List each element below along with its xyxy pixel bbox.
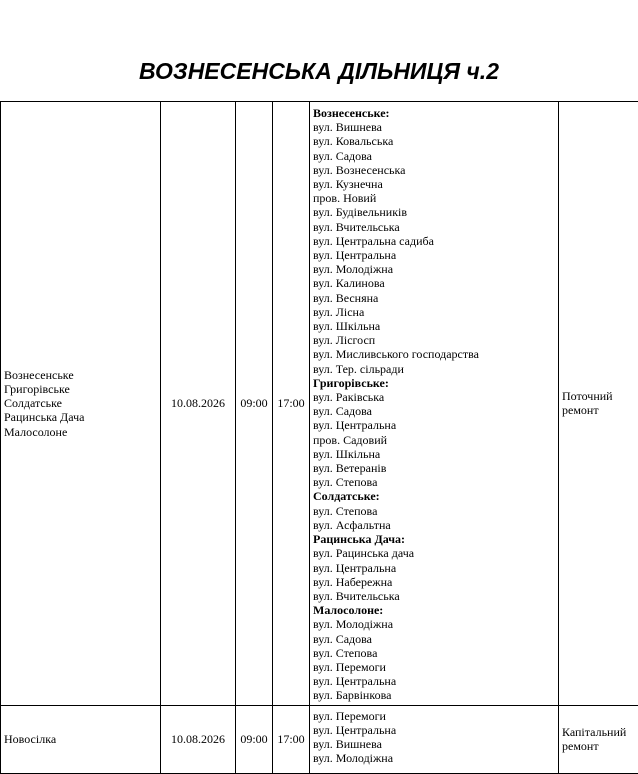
settlement-name: Григорівське [4,382,157,396]
settlements-cell [1,102,161,706]
settlements-cell [1,705,161,773]
street-name: вул. Лісгосп [313,333,555,347]
street-name: вул. Садова [313,632,555,646]
village-heading: Солдатське: [313,489,555,503]
outage-schedule-table [0,101,638,774]
street-name: вул. Вчительська [313,589,555,603]
village-heading: Вознесенське: [313,106,555,120]
date-cell: 10.08.2026 [161,705,236,773]
time-start-cell: 09:00 [236,102,273,706]
street-name: вул. Центральна [313,418,555,432]
settlement-name: Солдатське [4,396,157,410]
street-name: вул. Вишнева [313,737,555,751]
street-name: вул. Центральна садиба [313,234,555,248]
street-name: вул. Садова [313,404,555,418]
street-name: вул. Перемоги [313,660,555,674]
street-name: вул. Центральна [313,248,555,262]
street-name: вул. Весняна [313,291,555,305]
street-name: вул. Молодіжна [313,617,555,631]
street-name: вул. Вишнева [313,120,555,134]
street-name: вул. Степова [313,646,555,660]
table-row [1,705,638,773]
street-name: вул. Шкільна [313,447,555,461]
village-heading: Малосолоне: [313,603,555,617]
street-name: вул. Кузнечна [313,177,555,191]
date-cell: 10.08.2026 [161,102,236,706]
street-name: вул. Барвінкова [313,688,555,702]
street-name: вул. Садова [313,149,555,163]
work-type-text: ремонт [562,403,637,417]
street-name: вул. Центральна [313,561,555,575]
street-name: вул. Центральна [313,723,555,737]
street-name: вул. Степова [313,504,555,518]
time-end-cell: 17:00 [273,102,310,706]
street-name: вул. Лісна [313,305,555,319]
street-name: вул. Ветеранів [313,461,555,475]
street-name: вул. Раківська [313,390,555,404]
street-name: вул. Набережна [313,575,555,589]
street-name: пров. Садовий [313,433,555,447]
street-name: вул. Центральна [313,674,555,688]
time-start-cell: 09:00 [236,705,273,773]
street-name: вул. Вчительська [313,220,555,234]
streets-cell [310,102,559,706]
street-name: вул. Калинова [313,276,555,290]
time-end-cell: 17:00 [273,705,310,773]
street-name: пров. Новий [313,191,555,205]
settlement-name: Малосолоне [4,425,157,439]
work-type-cell [559,705,638,773]
street-name: вул. Будівельників [313,205,555,219]
village-heading: Рацинська Дача: [313,532,555,546]
street-name: вул. Мисливського господарства [313,347,555,361]
settlement-name: Вознесенське [4,368,157,382]
street-name: вул. Тер. сільради [313,362,555,376]
street-name: вул. Степова [313,475,555,489]
streets-cell [310,705,559,773]
street-name: вул. Асфальтна [313,518,555,532]
street-name: вул. Молодіжна [313,262,555,276]
street-name: вул. Перемоги [313,709,555,723]
work-type-text: Капітальний [562,725,637,739]
work-type-text: ремонт [562,739,637,753]
settlement-name: Рацинська Дача [4,410,157,424]
work-type-text: Поточний [562,389,637,403]
settlement-name: Новосілка [4,732,157,746]
village-heading: Григорівське: [313,376,555,390]
street-name: вул. Ковальська [313,134,555,148]
street-name: вул. Рацинська дача [313,546,555,560]
table-row [1,102,638,706]
work-type-cell [559,102,638,706]
street-name: вул. Молодіжна [313,751,555,765]
street-name: вул. Вознесенська [313,163,555,177]
street-name: вул. Шкільна [313,319,555,333]
page-title: ВОЗНЕСЕНСЬКА ДІЛЬНИЦЯ ч.2 [0,58,638,85]
